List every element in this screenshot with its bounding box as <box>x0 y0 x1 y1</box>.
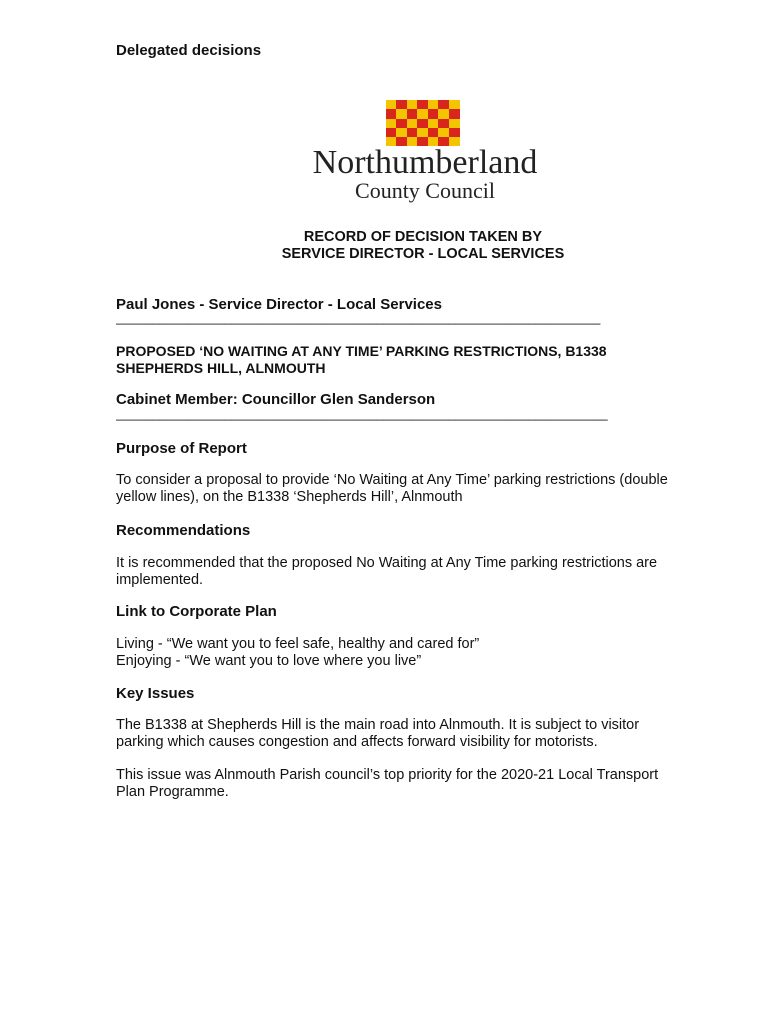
purpose-heading: Purpose of Report <box>116 440 247 457</box>
key-issues-heading: Key Issues <box>116 685 195 702</box>
subject-title-line-2: SHEPHERDS HILL, ALNMOUTH <box>116 360 326 376</box>
cabinet-member: Cabinet Member: Councillor Glen Sanderson <box>116 391 436 408</box>
delegated-decisions-label: Delegated decisions <box>116 42 262 59</box>
purpose-text <box>116 472 730 506</box>
purpose-text-line-1: To consider a proposal to provide ‘No Waiting at Any Time’ parking restrictions (double <box>116 472 668 488</box>
recommendations-text <box>116 555 730 589</box>
key-issues-paragraph-1 <box>116 717 730 751</box>
key-issues-p1-line-2: parking which causes congestion and affects forward visibility for motorists. <box>116 734 598 750</box>
key-issues-p2-line-1: This issue was Alnmouth Parish council’s top priority for the 2020-21 Local Transport <box>116 767 659 783</box>
divider-rule-2: ____________________________________________________________________ <box>116 407 608 421</box>
subject-title-line-1: PROPOSED ‘NO WAITING AT ANY TIME’ PARKING RESTRICTIONS, B1338 <box>116 343 607 359</box>
recommendations-text-line-1: It is recommended that the proposed No Waiting at Any Time parking restrictions are <box>116 555 658 571</box>
record-title-line-2: SERVICE DIRECTOR - LOCAL SERVICES <box>281 246 565 262</box>
key-issues-paragraph-2 <box>116 767 730 801</box>
corporate-plan-text-line-2: Enjoying - “We want you to love where you live” <box>116 653 422 669</box>
divider-rule-1: ___________________________________________________________________ <box>116 311 601 325</box>
recommendations-text-line-2: implemented. <box>116 572 204 588</box>
council-flag-logo-icon <box>386 100 460 146</box>
corporate-plan-text <box>116 636 730 670</box>
record-title <box>116 229 730 263</box>
council-logo-name: Northumberland <box>312 144 538 181</box>
council-logo-subtitle: County Council <box>355 178 495 203</box>
subject-title <box>116 343 607 377</box>
purpose-text-line-2: yellow lines), on the B1338 ‘Shepherds Hill’, Alnmouth <box>116 489 463 505</box>
record-title-line-1: RECORD OF DECISION TAKEN BY <box>303 229 543 245</box>
recommendations-heading: Recommendations <box>116 522 251 539</box>
corporate-plan-heading: Link to Corporate Plan <box>116 603 277 620</box>
key-issues-p2-line-2: Plan Programme. <box>116 784 229 800</box>
corporate-plan-text-line-1: Living - “We want you to feel safe, healthy and cared for” <box>116 636 480 652</box>
key-issues-p1-line-1: The B1338 at Shepherds Hill is the main road into Alnmouth. It is subject to visitor <box>116 717 640 733</box>
decision-maker: Paul Jones - Service Director - Local Services <box>116 296 442 313</box>
